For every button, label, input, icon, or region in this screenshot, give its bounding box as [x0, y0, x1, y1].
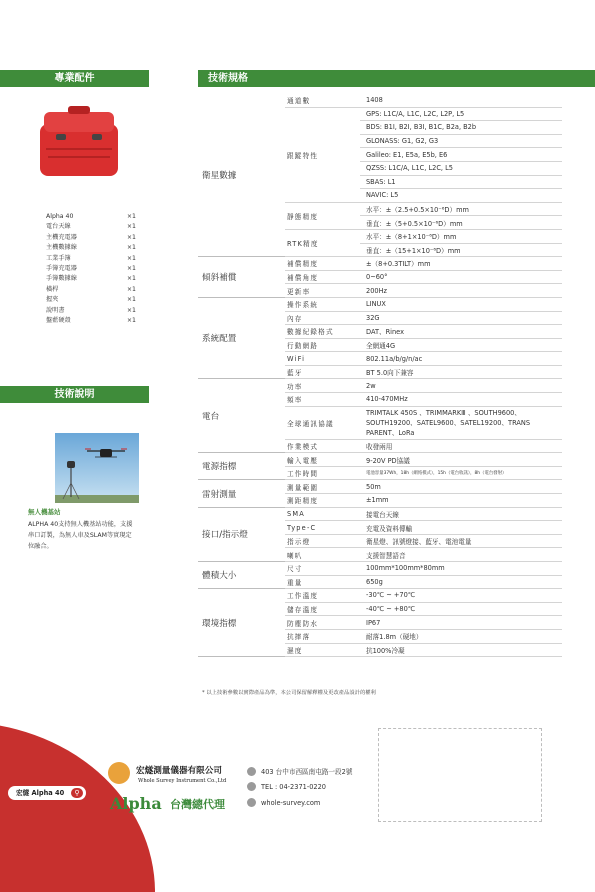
company-name-zh: 宏燧測量儀器有限公司 [136, 766, 222, 776]
phone-icon [247, 782, 256, 791]
table-row [198, 562, 562, 576]
phone-text: TEL : 04-2371-0220 [261, 782, 326, 791]
spec-value: 收發兩用 [360, 439, 562, 453]
spec-value: 50m [360, 480, 562, 494]
accessory-item: 握夾 ×1 [46, 296, 136, 304]
spec-label: 測距精度 [285, 494, 360, 508]
spec-value: Galileo: E1, E5a, E5b, E6 [360, 148, 562, 162]
spec-label: 功率 [285, 379, 360, 393]
spec-label: 濕度 [285, 643, 360, 657]
spec-value: QZSS: L1C/A, L1C, L2C, L5 [360, 161, 562, 175]
accessory-item: 主機充電器 ×1 [46, 233, 136, 241]
stamp-area [378, 728, 542, 822]
spec-label: 儲存溫度 [285, 602, 360, 616]
spec-label: 重量 [285, 575, 360, 589]
spec-value: 水平：±（2.5+0.5×10⁻⁶D）mm [360, 202, 562, 216]
spec-value: SBAS: L1 [360, 175, 562, 189]
spec-label: 喇叭 [285, 548, 360, 562]
spec-label: 抗摔落 [285, 629, 360, 643]
drone-base-station-image [55, 433, 139, 503]
spec-value: 32G [360, 311, 562, 325]
spec-category: 電源指標 [198, 453, 285, 480]
spec-table [198, 94, 562, 657]
accessory-item: 主機數據線 ×1 [46, 244, 136, 252]
spec-value: DAT、Rinex [360, 325, 562, 339]
spec-value: IP67 [360, 616, 562, 630]
spec-label: 補償角度 [285, 270, 360, 284]
accessory-item: 盤藍硬殼 ×1 [46, 316, 136, 324]
spec-value: TRIMTALK 450S 、TRIMMARKⅢ 、SOUTH9600、SOUTH19200、SATEL9600、SATEL19200、TRANS PARENT、LoRa [360, 406, 562, 439]
model-label: 宏燧 Alpha 40 [16, 789, 65, 797]
spec-label: RTK精度 [285, 229, 360, 256]
accessory-item: 手簿充電器 ×1 [46, 264, 136, 272]
spec-value: 9-20V PD協議 [360, 453, 562, 467]
address-text: 403 台中市西區南屯路一段2號 [261, 768, 353, 776]
company-logo-icon [108, 762, 130, 784]
spec-value: 650g [360, 575, 562, 589]
table-row [198, 297, 562, 311]
spec-label: 作業模式 [285, 439, 360, 453]
spec-value: 垂直：±（5+0.5×10⁻⁶D）mm [360, 216, 562, 230]
spec-label: 工作溫度 [285, 589, 360, 603]
spec-label: WiFi [285, 352, 360, 366]
table-row [198, 379, 562, 393]
accessory-item: 工業手簿 ×1 [46, 254, 136, 262]
spec-value: NAVIC: L5 [360, 189, 562, 203]
spec-value: LINUX [360, 297, 562, 311]
spec-value: 1408 [360, 94, 562, 107]
description-body: ALPHA 40支持無人機基站功能，支援串口訂製，為無人車及SLAM等實現定位融合。 [28, 521, 133, 550]
table-row [198, 507, 562, 521]
spec-label: 測量範圍 [285, 480, 360, 494]
spec-label: 防塵防水 [285, 616, 360, 630]
accessory-list [46, 212, 136, 326]
spec-category: 系統配置 [198, 297, 285, 379]
location-icon [247, 767, 256, 776]
spec-value: 充電及資料傳輸 [360, 521, 562, 535]
brand-logo: Alpha [110, 794, 162, 813]
spec-value: 接電台天線 [360, 507, 562, 521]
spec-value: 0~60° [360, 270, 562, 284]
company-name-en: Whole Survey Instrument Co.,Ltd [138, 778, 227, 784]
spec-label: 操作系統 [285, 297, 360, 311]
spec-value: 2w [360, 379, 562, 393]
spec-label: Type-C [285, 521, 360, 535]
accessory-item: Alpha 40 ×1 [46, 213, 136, 220]
spec-value: 全網通4G [360, 338, 562, 352]
spec-category: 環境指標 [198, 589, 285, 657]
specs-header: 技術規格 [198, 70, 595, 87]
description-header: 技術說明 [0, 386, 149, 403]
address-line [247, 766, 352, 776]
brand-subtitle: 台灣總代理 [170, 798, 225, 811]
spec-label: 工作時間 [285, 466, 360, 480]
spec-value: 100mm*100mm*80mm [360, 562, 562, 576]
spec-value: GPS: L1C/A, L1C, L2C, L2P, L5 [360, 107, 562, 121]
spec-value: -30℃ ~ +70℃ [360, 589, 562, 603]
spec-label: 內存 [285, 311, 360, 325]
spec-value: GLONASS: G1, G2, G3 [360, 134, 562, 148]
globe-icon [247, 798, 256, 807]
spec-label: 跟蹤特性 [285, 107, 360, 202]
spec-label: 數據紀錄格式 [285, 325, 360, 339]
spec-value: ±1mm [360, 494, 562, 508]
spec-label: 藍牙 [285, 365, 360, 379]
table-row [198, 257, 562, 271]
spec-label: SMA [285, 507, 360, 521]
accessories-header: 專業配件 [0, 70, 149, 87]
spec-value: 抗100%冷凝 [360, 643, 562, 657]
spec-label: 尺寸 [285, 562, 360, 576]
table-row [198, 453, 562, 467]
spec-label: 靜態精度 [285, 202, 360, 229]
spec-value: BDS: B1I, B2I, B3I, B1C, B2a, B2b [360, 121, 562, 135]
spec-label: 頻率 [285, 393, 360, 407]
spec-value: 耐落1.8m（硬地） [360, 629, 562, 643]
spec-label: 補償精度 [285, 257, 360, 271]
accessory-item: 手簿數據線 ×1 [46, 275, 136, 283]
spec-category: 接口/指示燈 [198, 507, 285, 561]
spec-label: 更新率 [285, 284, 360, 298]
spec-label: 全球通訊協議 [285, 406, 360, 439]
spec-label: 行動網路 [285, 338, 360, 352]
spec-value: 410-470MHz [360, 393, 562, 407]
spec-value: 電池容量37Wh，18h（網絡模式），15h（電台收訊），8h（電台發射） [360, 466, 562, 480]
spec-value: 垂直：±（15+1×10⁻⁶D）mm [360, 243, 562, 257]
spec-category: 衛星數據 [198, 94, 285, 257]
spec-category: 體積大小 [198, 562, 285, 589]
web-text[interactable]: whole-survey.com [261, 798, 321, 807]
phone-line [247, 782, 326, 791]
carrying-case-image [34, 104, 124, 182]
search-icon[interactable]: ⚲ [71, 788, 83, 798]
table-row [198, 589, 562, 603]
table-row [198, 94, 562, 107]
spec-category: 傾斜補償 [198, 257, 285, 298]
spec-value: BT 5.0向下兼容 [360, 365, 562, 379]
web-line[interactable] [247, 798, 320, 807]
accessory-item: 說明書 ×1 [46, 306, 136, 314]
table-row [198, 480, 562, 494]
spec-value: 200Hz [360, 284, 562, 298]
spec-value: 802.11a/b/g/n/ac [360, 352, 562, 366]
spec-value: 衛星燈、訊號燈接、藍牙、電池電量 [360, 534, 562, 548]
spec-value: ±（8+0.3TILT）mm [360, 257, 562, 271]
spec-category: 電台 [198, 379, 285, 453]
spec-value: -40℃ ~ +80℃ [360, 602, 562, 616]
spec-label: 指示燈 [285, 534, 360, 548]
spec-label: 通道數 [285, 94, 360, 107]
accessory-item: 橫桿 ×1 [46, 285, 136, 293]
description-title: 無人機基站 [28, 508, 61, 516]
spec-value: 支援智慧語音 [360, 548, 562, 562]
spec-value: 水平：±（8+1×10⁻⁶D）mm [360, 229, 562, 243]
spec-category: 雷射測量 [198, 480, 285, 507]
spec-label: 輸入電壓 [285, 453, 360, 467]
accessory-item: 電台天線 ×1 [46, 223, 136, 231]
footnote: * 以上技術參數以實際產品為準，本公司保留解釋權及更改產品設計的權利 [202, 690, 376, 696]
